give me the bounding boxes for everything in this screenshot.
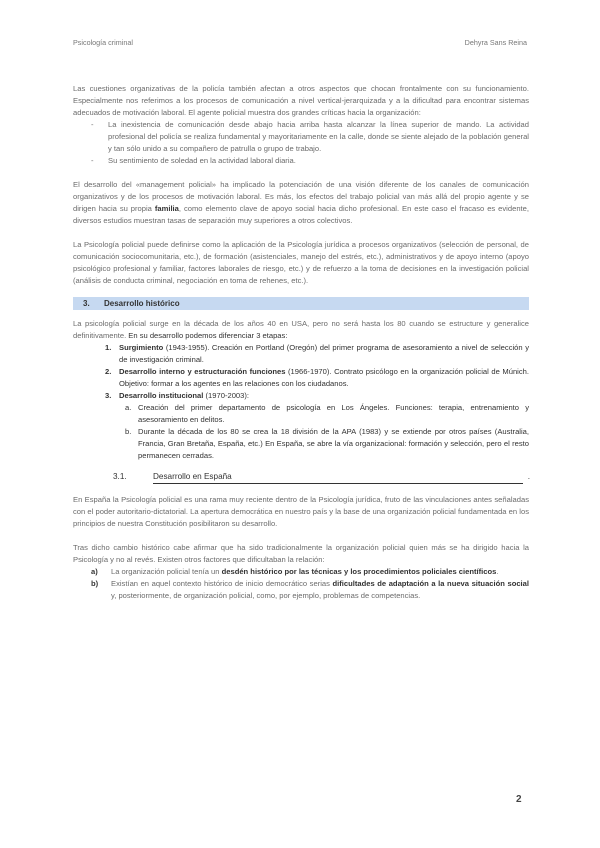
list-item: - Su sentimiento de soledad en la actividad laboral diaria. — [91, 156, 296, 165]
list-item: 3. Desarrollo institucional (1970-2003): — [105, 391, 249, 400]
list-item: 2. Desarrollo interno y estructuración funciones (1966-1970). Contrato psicólogo en la organización policial de Múnich. Objetivo: formar a los agentes en las relaciones con los ciudadanos. — [105, 367, 529, 388]
paragraph-factors: Tras dicho cambio histórico cabe afirmar que ha sido tradicionalmente la organización policial quien más se ha dirigido hacia la Psicología y no al revés. Existen otros factores que dificultaban la relación: — [73, 543, 529, 564]
running-header-right: Dehyra Sans Reina — [464, 38, 527, 47]
paragraph-definition: La Psicología policial puede definirse como la aplicación de la Psicología jurídica a procesos organizativos (selección de personal, de comunicación sociocomunitaria, etc.), de formación (asistenciales, manejo del estrés, etc.), administrativos y de apoyo interno (apoyo psicológico profesional y familiar, factores laborales de riesgo, etc.) y de refuerzo a la toma de decisiones en la investigación policial (análisis de conducta criminal, negociación en toma de rehenes, etc.). — [73, 240, 529, 285]
subsection-number: 3.1. — [113, 472, 127, 481]
factors-list — [73, 566, 529, 602]
paragraph-origin: La psicología policial surge en la década de los años 40 en USA, pero no será hasta los 80 cuando se estructure y generalice definitivamente. En su desarrollo podemos diferenciar 3 etapas: — [73, 319, 529, 340]
stages-list — [73, 342, 529, 402]
criticism-list — [73, 119, 529, 167]
list-item-text: Su sentimiento de soledad en la actividad laboral diaria. — [108, 156, 296, 165]
page-number: 2 — [516, 794, 522, 805]
list-item: a) La organización policial tenía un desdén histórico por las técnicas y los procedimientos policiales científicos. — [91, 567, 499, 576]
list-item-text: La inexistencia de comunicación desde abajo hacia arriba hasta alcanzar la línea superior de mando. La actividad profesional del policía se realiza fundamental y mayoritariamente en la calle, donde se siente alejado de la población general y tan sólo unido a su compañero de patrulla o grupo de trabajo. — [108, 120, 529, 153]
section-number: 3. — [83, 299, 90, 308]
running-header-left: Psicología criminal — [73, 38, 133, 47]
section-heading-3 — [73, 297, 529, 310]
list-item: a. Creación del primer departamento de psicología en Los Ángeles. Funciones: terapia, entrenamiento y asesoramiento en delitos. — [125, 403, 529, 424]
paragraph-organizational-issues: Las cuestiones organizativas de la policía también afectan a otros aspectos que chocan frontalmente con su funcionamiento. Especialmente nos referimos a los procesos de comunicación a nivel vertical-jerarquizada y a la dificultad para encontrar sistemas adecuados de motivación laboral. El agente policial muestra dos grandes críticas hacia la organización: — [73, 84, 529, 117]
substages-list — [73, 402, 529, 462]
bold-term-familia: familia — [154, 204, 179, 213]
section-title: Desarrollo histórico — [104, 299, 180, 308]
list-item: b. Durante la década de los 80 se crea la 18 división de la APA (1983) y se extiende por otros países (Australia, Francia, Gran Bretaña, España, etc.) En España, se abre la vía organizacional: formación y selección, pero el resto permanecen cerradas. — [125, 427, 529, 460]
subsection-title: Desarrollo en España — [153, 471, 523, 484]
list-item: b) Existían en aquel contexto histórico de inicio democrático serias dificultades de adaptación a la nueva situación social y, posteriormente, de organización policial, como, por ejemplo, problemas de competencias. — [91, 579, 529, 600]
paragraph-management: El desarrollo del «management policial» ha implicado la potenciación de una visión diferente de los canales de comunicación organizativos y de los procesos de motivación laboral. Es más, los efectos del trabajo policial van más allá del propio agente y se dirigen hacia su propia familia, como elemento clave de apoyo social hacia dicho profesional. En este caso el fracaso es evidente, diversos estudios muestran tasas de separación muy superiores a otros colectivos. — [73, 180, 529, 225]
list-item: - La inexistencia de comunicación desde abajo hacia arriba hasta alcanzar la línea superior de mando. La actividad profesional del policía se realiza fundamental y mayoritariamente en la calle, donde se siente alejado de la población general y tan sólo unido a su compañero de patrulla o grupo de trabajo. — [91, 120, 529, 153]
paragraph-spain: En España la Psicología policial es una rama muy reciente dentro de la Psicología jurídica, fruto de las vinculaciones antes señaladas con el poder autoritario-dictatorial. La apertura democrática en nuestro país y la base de una organización policial fundamentada en los principios de nuestra Constitución posibilitaron su desarrollo. — [73, 495, 529, 528]
page-body — [73, 83, 529, 602]
subsection-heading-3-1: 3.1. Desarrollo en España . — [73, 471, 529, 485]
list-item: 1. Surgimiento (1943-1955). Creación en Portland (Oregón) del primer programa de asesoramiento a nivel de selección y de investigación criminal. — [105, 343, 529, 364]
